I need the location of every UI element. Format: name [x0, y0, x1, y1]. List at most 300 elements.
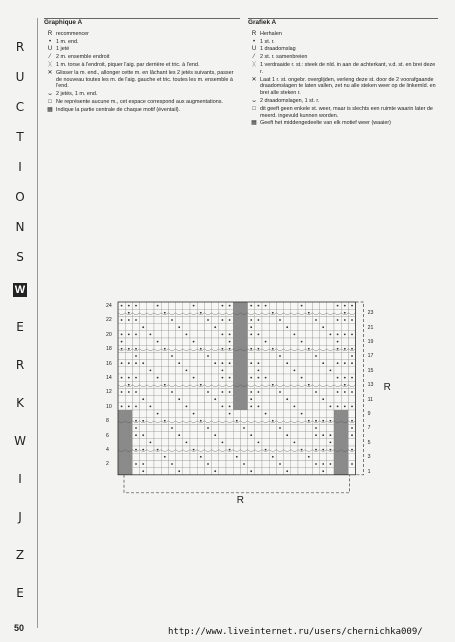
knit-stitch-mark [222, 406, 224, 408]
knit-stitch-mark [207, 355, 209, 357]
chart-cell [255, 396, 262, 403]
chart-cell [183, 424, 190, 431]
chart-cell [190, 309, 197, 316]
chart-cell [233, 345, 240, 352]
chart-cell [298, 403, 305, 410]
chart-cell [276, 417, 283, 424]
knit-stitch-mark [337, 391, 339, 393]
knit-stitch-mark [150, 406, 152, 408]
chart-cell [291, 410, 298, 417]
knit-stitch-mark [200, 312, 202, 314]
chart-cell [298, 331, 305, 338]
chart-cell [125, 432, 132, 439]
knit-stitch-mark [301, 377, 303, 379]
chart-cell [262, 388, 269, 395]
chart-cell [248, 446, 255, 453]
chart-cell [147, 316, 154, 323]
row-number-even: 20 [106, 331, 112, 338]
empty-box-icon: □ [252, 105, 256, 112]
knit-stitch-mark [330, 420, 332, 422]
chart-cell [255, 338, 262, 345]
chart-cell [327, 338, 334, 345]
knit-stitch-mark [186, 370, 188, 372]
chart-cell [348, 468, 355, 475]
chart-cell [305, 331, 312, 338]
chart-cell [176, 316, 183, 323]
chart-cell [190, 331, 197, 338]
chart-cell [219, 324, 226, 331]
legend-item-text: recommencer [56, 30, 89, 37]
chart-cell [269, 331, 276, 338]
knit-stitch-mark [337, 362, 339, 364]
side-letter-top-6: N [15, 220, 25, 234]
chart-cell [284, 302, 291, 309]
knit-stitch-mark [258, 348, 260, 350]
chart-cell [132, 396, 139, 403]
row-number-odd: 17 [367, 353, 374, 360]
knit-stitch-mark [322, 449, 324, 451]
knit-stitch-mark [330, 449, 332, 451]
chart-cell [269, 360, 276, 367]
chart-cell [312, 309, 319, 316]
row-number-odd: 21 [367, 324, 374, 331]
chart-cell [190, 460, 197, 467]
knit-stitch-mark [322, 463, 324, 465]
chart-cell [125, 367, 132, 374]
chart-cell [312, 396, 319, 403]
chart-cell [168, 446, 175, 453]
row-number-even: 18 [106, 346, 112, 353]
chart-cell [312, 403, 319, 410]
chart-cell [284, 338, 291, 345]
knit-stitch-mark [258, 319, 260, 321]
chart-cell [212, 309, 219, 316]
knit-stitch-mark [229, 362, 231, 364]
chart-cell [269, 374, 276, 381]
chart-cell [269, 338, 276, 345]
chart-cell [291, 453, 298, 460]
chart-cell [197, 324, 204, 331]
chart-cell [327, 388, 334, 395]
chart-cell [312, 381, 319, 388]
legend-item-text: 2 st. r. samenbreien [260, 54, 308, 61]
knit-stitch-mark [265, 449, 267, 451]
chart-cell [276, 432, 283, 439]
chart-cell [334, 381, 341, 388]
side-letter-top-4: I [18, 160, 22, 174]
chart-cell [341, 352, 348, 359]
legend-item-text: Ne représente aucune m., cet espace correspond aux augmentations. [56, 98, 223, 105]
chart-cell [190, 417, 197, 424]
row-number-odd: 5 [367, 439, 371, 446]
chart-cell [284, 309, 291, 316]
chart-cell [161, 324, 168, 331]
chart-cell [147, 446, 154, 453]
knit-stitch-mark [171, 355, 173, 357]
knit-stitch-mark [351, 427, 353, 429]
chart-cell [334, 468, 341, 475]
chart-cell [168, 396, 175, 403]
chart-cell [212, 388, 219, 395]
shaded-box-icon: ▦ [251, 120, 257, 127]
chart-cell [305, 460, 312, 467]
chart-cell [334, 324, 341, 331]
chart-cell [140, 331, 147, 338]
knit-stitch-mark [315, 319, 317, 321]
chart-cell [276, 324, 283, 331]
knit-stitch-mark [344, 362, 346, 364]
knit-stitch-mark [351, 406, 353, 408]
chart-cell [327, 302, 334, 309]
side-letter-top-5: O [15, 190, 25, 204]
chart-cell [118, 324, 125, 331]
legend-item-text: 1 m. end. [56, 38, 79, 45]
chart-cell [183, 345, 190, 352]
chart-cell [291, 381, 298, 388]
chart-cell [255, 424, 262, 431]
chart-cell [255, 352, 262, 359]
chart-cell [176, 338, 183, 345]
chart-cell [255, 453, 262, 460]
chart-cell [212, 403, 219, 410]
knit-stitch-mark [207, 319, 209, 321]
chart-cell [161, 446, 168, 453]
knit-stitch-mark [142, 463, 144, 465]
chart-cell [327, 316, 334, 323]
chart-cell [226, 396, 233, 403]
chart-cell [262, 432, 269, 439]
knit-stitch-mark [351, 420, 353, 422]
chart-cell [132, 468, 139, 475]
chart-cell [125, 396, 132, 403]
chart-cell [176, 302, 183, 309]
knit-stitch-mark [157, 341, 159, 343]
knit-stitch-mark [308, 348, 310, 350]
chart-cell [348, 396, 355, 403]
chart-cell [233, 331, 240, 338]
chart-cell [276, 403, 283, 410]
side-letter-top-2: C [15, 100, 25, 114]
chart-cell [291, 324, 298, 331]
chart-cell [233, 446, 240, 453]
chart-cell [298, 460, 305, 467]
chart-cell [276, 381, 283, 388]
chart-cell [154, 424, 161, 431]
knit-stitch-mark [200, 456, 202, 458]
knit-stitch-mark [344, 384, 346, 386]
chart-cell [284, 367, 291, 374]
knit-stitch-mark [272, 312, 274, 314]
chart-cell [147, 302, 154, 309]
chart-cell [212, 439, 219, 446]
chart-cell [204, 360, 211, 367]
chart-cell [291, 388, 298, 395]
knit-stitch-mark [330, 442, 332, 444]
chart-cell [118, 439, 125, 446]
chart-cell [140, 453, 147, 460]
chart-cell [132, 453, 139, 460]
chart-cell [298, 439, 305, 446]
chart-cell [248, 460, 255, 467]
knit-stitch-mark [330, 370, 332, 372]
chart-cell [255, 417, 262, 424]
chart-cell [248, 381, 255, 388]
knit-stitch-mark [315, 463, 317, 465]
chart-cell [204, 338, 211, 345]
chart-cell [233, 388, 240, 395]
legend-item-text: 1 jeté [56, 46, 70, 53]
knit-stitch-mark [265, 341, 267, 343]
chart-cell [305, 360, 312, 367]
chart-cell [233, 410, 240, 417]
chart-cell [240, 381, 247, 388]
chart-cell [233, 309, 240, 316]
chart-cell [233, 460, 240, 467]
knit-stitch-mark [214, 470, 216, 472]
side-letter-top-7: S [16, 250, 24, 264]
chart-cell [190, 388, 197, 395]
chart-cell [197, 396, 204, 403]
u-icon: U [47, 46, 53, 53]
chart-cell [269, 432, 276, 439]
knit-stitch-mark [337, 334, 339, 336]
chart-cell [284, 388, 291, 395]
knit-stitch-mark [250, 334, 252, 336]
knit-stitch-mark [121, 362, 123, 364]
chart-cell [348, 381, 355, 388]
knit-stitch-mark [337, 305, 339, 307]
chart-cell [204, 446, 211, 453]
knit-stitch-mark [250, 305, 252, 307]
chart-cell [291, 446, 298, 453]
knit-stitch-mark [294, 406, 296, 408]
knit-stitch-mark [315, 391, 317, 393]
chart-cell [320, 316, 327, 323]
chart-cell [204, 439, 211, 446]
chart-cell [233, 424, 240, 431]
knit-stitch-mark [186, 334, 188, 336]
knit-stitch-mark [250, 406, 252, 408]
chart-cell [327, 352, 334, 359]
knit-stitch-mark [157, 305, 159, 307]
chart-cell [168, 468, 175, 475]
chart-cell [262, 417, 269, 424]
knit-stitch-mark [135, 463, 137, 465]
r-icon: R [47, 30, 53, 37]
chart-cell [183, 417, 190, 424]
chart-cell [305, 388, 312, 395]
knit-stitch-mark [222, 370, 224, 372]
row-number-odd: 11 [367, 396, 373, 403]
knit-stitch-mark [301, 449, 303, 451]
knit-stitch-mark [265, 305, 267, 307]
knit-stitch-mark [229, 377, 231, 379]
chart-cell [140, 403, 147, 410]
chart-cell [147, 352, 154, 359]
chart-cell [204, 468, 211, 475]
chart-cell [176, 403, 183, 410]
chart-cell [262, 316, 269, 323]
knit-stitch-mark [286, 362, 288, 364]
knit-stitch-mark [135, 434, 137, 436]
chart-cell [269, 410, 276, 417]
chart-cell [161, 396, 168, 403]
chart-cell [183, 410, 190, 417]
knit-stitch-mark [258, 377, 260, 379]
chart-cell [305, 403, 312, 410]
chart-cell [125, 439, 132, 446]
chart-cell [118, 468, 125, 475]
chart-cell [334, 410, 341, 417]
chart-cell [176, 439, 183, 446]
chart-cell [305, 374, 312, 381]
chart-cell [334, 309, 341, 316]
knit-stitch-mark [128, 391, 130, 393]
knit-stitch-mark [128, 406, 130, 408]
chart-cell [176, 381, 183, 388]
knit-stitch-mark [171, 463, 173, 465]
knit-stitch-mark [236, 456, 238, 458]
knit-stitch-mark [286, 326, 288, 328]
chart-cell [197, 424, 204, 431]
chart-cell [140, 439, 147, 446]
knit-stitch-mark [286, 398, 288, 400]
knit-stitch-mark [164, 312, 166, 314]
legend-item-text: Glisser la m. end., allonger cette m. en lâchant les 2 jetés suivants, passer de nouveau toutes les m. de l'aig. gauche et tric. toutes les m. ensemble à l'end. [56, 69, 234, 90]
row-number-even: 24 [106, 303, 112, 309]
chart-cell [327, 424, 334, 431]
chart-cell [276, 468, 283, 475]
chart-cell [298, 352, 305, 359]
knit-stitch-mark [171, 427, 173, 429]
chart-cell [154, 403, 161, 410]
knit-stitch-mark [142, 420, 144, 422]
chart-cell [204, 381, 211, 388]
side-letter-bottom-3: W [14, 434, 26, 448]
chart-cell [320, 374, 327, 381]
cup-icon: ᴗ [252, 97, 256, 104]
chart-cell [334, 424, 341, 431]
legend-item-text: Herhalen [260, 30, 282, 37]
chart-cell [118, 352, 125, 359]
chart-cell [334, 446, 341, 453]
knit-stitch-mark [344, 334, 346, 336]
chart-cell [240, 432, 247, 439]
chart-cell [312, 360, 319, 367]
knit-stitch-mark [229, 406, 231, 408]
chart-cell [125, 324, 132, 331]
knit-stitch-mark [315, 355, 317, 357]
chart-cell [276, 453, 283, 460]
chart-cell [132, 367, 139, 374]
knit-stitch-mark [351, 355, 353, 357]
row-number-even: 12 [106, 389, 112, 396]
chart-cell [140, 338, 147, 345]
chart-cell [140, 424, 147, 431]
knit-stitch-mark [178, 326, 180, 328]
knit-stitch-mark [322, 362, 324, 364]
twist-icon: ᚷ [252, 61, 256, 68]
knit-stitch-mark [222, 348, 224, 350]
chart-cell [276, 396, 283, 403]
knit-stitch-mark [207, 391, 209, 393]
knit-stitch-mark [164, 348, 166, 350]
chart-cell [197, 432, 204, 439]
chart-cell [154, 388, 161, 395]
chart-cell [161, 316, 168, 323]
chart-cell [176, 453, 183, 460]
chart-cell [183, 432, 190, 439]
chart-cell [219, 468, 226, 475]
chart-cell [276, 446, 283, 453]
chart-cell [240, 331, 247, 338]
chart-cell [118, 460, 125, 467]
chart-cell [341, 396, 348, 403]
knit-stitch-mark [200, 384, 202, 386]
chart-cell [125, 338, 132, 345]
knit-stitch-mark [128, 319, 130, 321]
chart-cell [233, 396, 240, 403]
knit-stitch-mark [258, 370, 260, 372]
knit-stitch-mark [150, 370, 152, 372]
knit-stitch-mark [294, 370, 296, 372]
side-letter-bottom-0: E [16, 320, 24, 334]
chart-cell [284, 381, 291, 388]
chart-cell [140, 374, 147, 381]
chart-cell [226, 324, 233, 331]
chart-cell [269, 439, 276, 446]
chart-cell [298, 388, 305, 395]
chart-cell [269, 460, 276, 467]
knit-stitch-mark [351, 391, 353, 393]
chart-cell [125, 453, 132, 460]
chart-cell [226, 453, 233, 460]
knit-stitch-mark [258, 362, 260, 364]
knit-stitch-mark [207, 427, 209, 429]
chart-cell [255, 381, 262, 388]
knit-stitch-mark [229, 348, 231, 350]
chart-cell [168, 439, 175, 446]
chart-cell [125, 424, 132, 431]
cross-icon: ✕ [251, 76, 257, 83]
chart-cell [348, 338, 355, 345]
knit-stitch-mark [171, 319, 173, 321]
chart-cell [183, 388, 190, 395]
chart-cell [226, 309, 233, 316]
chart-cell [255, 309, 262, 316]
knit-stitch-mark [222, 362, 224, 364]
knit-stitch-mark [322, 434, 324, 436]
chart-cell [183, 374, 190, 381]
chart-cell [212, 410, 219, 417]
chart-cell [168, 324, 175, 331]
chart-cell [168, 403, 175, 410]
chart-cell [262, 331, 269, 338]
chart-cell [147, 381, 154, 388]
knit-stitch-mark [142, 398, 144, 400]
chart-cell [255, 468, 262, 475]
chart-cell [240, 338, 247, 345]
chart-cell [212, 302, 219, 309]
chart-cell [320, 345, 327, 352]
chart-cell [276, 410, 283, 417]
chart-cell [197, 331, 204, 338]
chart-cell [176, 460, 183, 467]
chart-cell [147, 417, 154, 424]
footer-url: http://www.liveinternet.ru/users/chernichka009/ [168, 627, 423, 637]
chart-cell [212, 331, 219, 338]
cross-icon: ✕ [47, 69, 53, 76]
